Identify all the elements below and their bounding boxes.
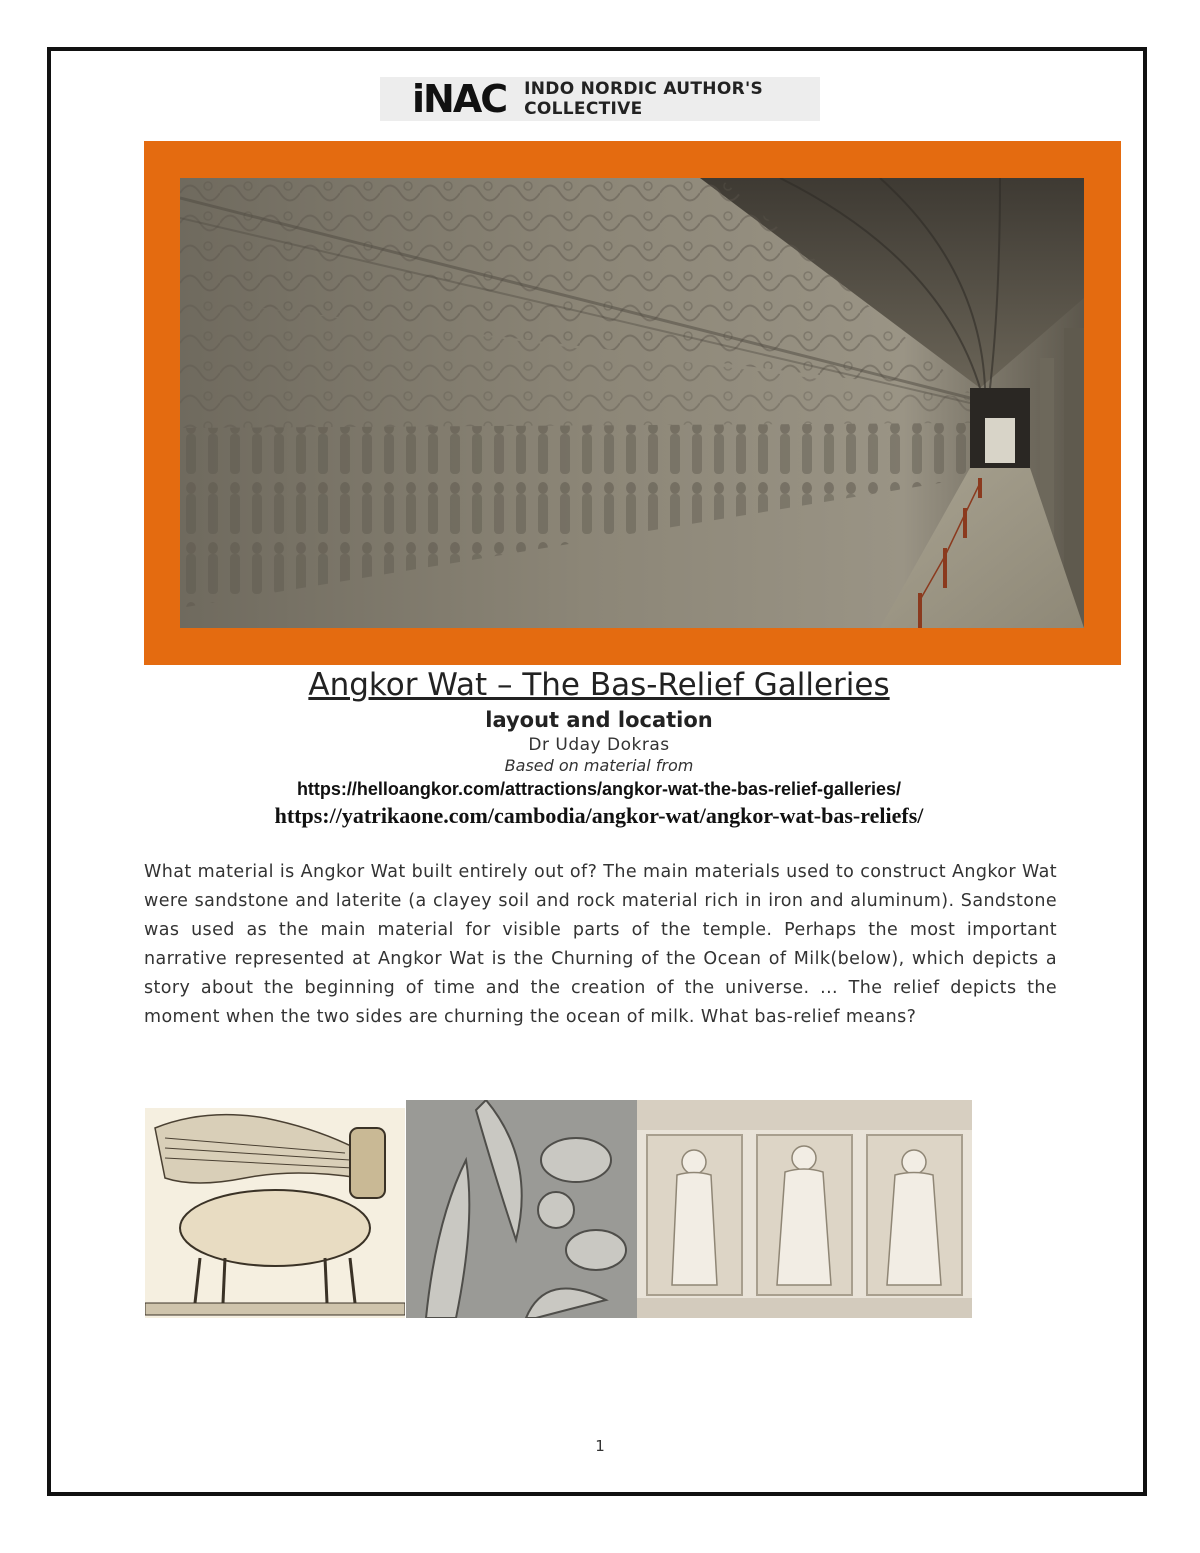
inac-logo-text: INDO NORDIC AUTHOR'S COLLECTIVE: [524, 79, 764, 119]
angkor-gallery-photo: [180, 178, 1084, 628]
lamassu-relief-image: [145, 1108, 405, 1318]
foliage-relief-image: [406, 1100, 637, 1318]
page-number: 1: [595, 1437, 605, 1455]
marble-figures-relief-image: [637, 1100, 972, 1318]
source-link-yatrikaone[interactable]: https://yatrikaone.com/cambodia/angkor-wat/angkor-wat-bas-reliefs/: [274, 803, 924, 828]
page-title: Angkor Wat – The Bas-Relief Galleries: [308, 667, 890, 703]
page-subtitle: layout and location: [485, 708, 713, 732]
hero-orange-frame: [144, 141, 1121, 665]
inac-logo-banner: [380, 77, 820, 121]
based-on-note: Based on material from: [504, 756, 694, 775]
author-name: Dr Uday Dokras: [528, 735, 670, 755]
inac-logo-mark: iNAC: [412, 77, 507, 121]
source-link-helloangkor[interactable]: https://helloangkor.com/attractions/angkor-wat-the-bas-relief-galleries/: [296, 779, 902, 799]
title-block: [144, 666, 1054, 830]
body-paragraph: What material is Angkor Wat built entirely out of? The main materials used to construct Angkor Wat were sandstone and laterite (a clayey soil and rock material rich in iron and aluminum). Sandstone was used as the main material for visible parts of the temple. Perhaps the most important narrative represented at Angkor Wat is the Churning of the Ocean of Milk(below), which depicts a story about the beginning of time and the creation of the universe. ... The relief depicts the moment when the two sides are churning the ocean of milk. What bas-relief means?: [144, 862, 1057, 1027]
